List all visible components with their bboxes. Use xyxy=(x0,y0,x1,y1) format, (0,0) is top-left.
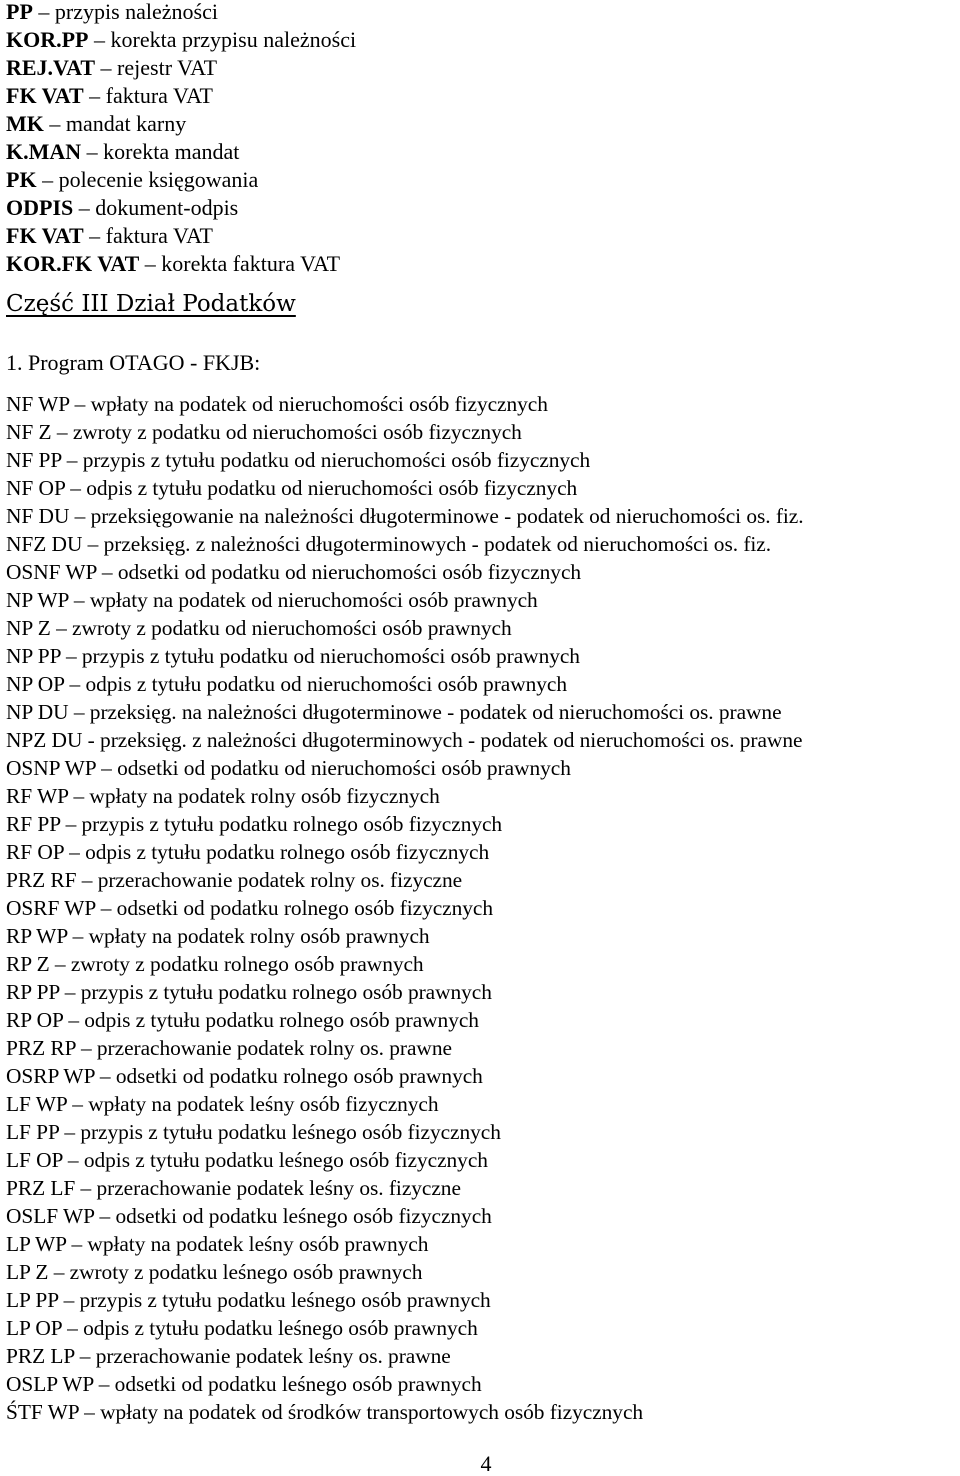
list-item xyxy=(6,1174,958,1202)
item-code: OSRF WP xyxy=(6,896,96,920)
item-separator: – xyxy=(63,1008,85,1032)
item-code: NF Z xyxy=(6,420,52,444)
item-separator: – xyxy=(93,1372,115,1396)
list-item xyxy=(6,222,958,250)
list-item xyxy=(6,194,958,222)
item-code: OSRP WP xyxy=(6,1064,95,1088)
item-separator: – xyxy=(82,532,104,556)
item-code: OSLP WP xyxy=(6,1372,94,1396)
item-separator: – xyxy=(75,1036,97,1060)
item-description: zwroty z podatku leśnego osób prawnych xyxy=(69,1260,423,1284)
item-separator: – xyxy=(65,476,87,500)
list-item xyxy=(6,1230,958,1258)
item-separator: – xyxy=(81,139,104,164)
item-separator: – xyxy=(64,672,86,696)
item-separator: – xyxy=(60,812,82,836)
item-code: NFZ DU xyxy=(6,532,83,556)
item-separator: – xyxy=(75,1176,97,1200)
item-separator: – xyxy=(95,55,118,80)
item-code: RP PP xyxy=(6,980,60,1004)
item-code: NP PP xyxy=(6,644,61,668)
item-code: RF WP xyxy=(6,784,69,808)
item-code: PRZ LP xyxy=(6,1344,75,1368)
item-code: RF PP xyxy=(6,812,61,836)
list-item xyxy=(6,950,958,978)
item-description: odsetki od podatku od nieruchomości osób prawnych xyxy=(117,756,571,780)
item-description: przeksięg. na należności długoterminowe - podatek od nieruchomości os. prawne xyxy=(89,700,782,724)
item-description: odpis z tytułu podatku leśnego osób fizycznych xyxy=(83,1148,488,1172)
item-separator: – xyxy=(66,1232,88,1256)
item-code: LP WP xyxy=(6,1232,67,1256)
item-description: odpis z tytułu podatku rolnego osób prawnych xyxy=(84,1008,479,1032)
item-code: NP DU xyxy=(6,700,69,724)
item-code: NF DU xyxy=(6,504,70,528)
item-code: NP Z xyxy=(6,616,51,640)
item-description: wpłaty na podatek od środków transportowych osób fizycznych xyxy=(100,1400,644,1424)
list-item xyxy=(6,1342,958,1370)
list-item xyxy=(6,1202,958,1230)
item-separator: – xyxy=(66,1092,89,1116)
item-separator: – xyxy=(59,980,81,1004)
item-description: odsetki od podatku rolnego osób prawnych xyxy=(115,1064,483,1088)
item-code: FK VAT xyxy=(6,223,84,248)
item-code: OSLF WP xyxy=(6,1204,95,1228)
item-code: K.MAN xyxy=(6,139,82,164)
item-code: PP xyxy=(6,0,33,24)
item-separator: – xyxy=(63,840,86,864)
list-item xyxy=(6,446,958,474)
item-description: wpłaty na podatek rolny osób fizycznych xyxy=(89,784,440,808)
item-separator: – xyxy=(32,0,55,24)
item-code: NF PP xyxy=(6,448,62,472)
item-code: KOR.PP xyxy=(6,27,89,52)
item-separator: – xyxy=(59,1120,81,1144)
item-separator: – xyxy=(139,251,162,276)
list-item xyxy=(6,1090,958,1118)
list-item xyxy=(6,474,958,502)
list-item xyxy=(6,1370,958,1398)
item-code: LF PP xyxy=(6,1120,60,1144)
item-separator: – xyxy=(61,448,83,472)
item-separator: – xyxy=(94,1064,116,1088)
item-code: LP Z xyxy=(6,1260,49,1284)
item-code: LF WP xyxy=(6,1092,67,1116)
item-description: przerachowanie podatek leśny os. fizyczne xyxy=(96,1176,461,1200)
item-description: - przeksięg. z należności długoterminowych - podatek od nieruchomości os. prawne xyxy=(87,728,803,752)
item-description: wpłaty na podatek leśny osób fizycznych xyxy=(88,1092,439,1116)
item-separator: – xyxy=(88,27,111,52)
item-description: przeksięgowanie na należności długoterminowe - podatek od nieruchomości os. fiz. xyxy=(90,504,804,528)
list-item xyxy=(6,530,958,558)
list-item xyxy=(6,698,958,726)
item-description: przypis z tytułu podatku od nieruchomości osób fizycznych xyxy=(82,448,591,472)
item-description: rejestr VAT xyxy=(117,55,218,80)
item-description: odsetki od podatku leśnego osób fizycznych xyxy=(115,1204,492,1228)
item-code: PRZ RF xyxy=(6,868,77,892)
item-code: RF OP xyxy=(6,840,64,864)
item-code: MK xyxy=(6,111,44,136)
item-description: przypis z tytułu podatku od nieruchomości osób prawnych xyxy=(81,644,580,668)
item-code: FK VAT xyxy=(6,83,84,108)
list-item xyxy=(6,1062,958,1090)
item-code: RP Z xyxy=(6,952,50,976)
item-separator: – xyxy=(83,223,106,248)
item-description: przeksięg. z należności długoterminowych - podatek od nieruchomości os. fiz. xyxy=(103,532,772,556)
item-description: odpis z tytułu podatku leśnego osób prawnych xyxy=(83,1316,478,1340)
list-item xyxy=(6,166,958,194)
item-separator: – xyxy=(95,756,118,780)
item-description: przypis należności xyxy=(54,0,218,24)
item-description: wpłaty na podatek od nieruchomości osób fizycznych xyxy=(90,392,548,416)
item-description: mandat karny xyxy=(65,111,187,136)
item-separator: – xyxy=(43,111,66,136)
item-description: zwroty z podatku rolnego osób prawnych xyxy=(70,952,424,976)
tax-code-list xyxy=(6,390,958,1426)
item-code: REJ.VAT xyxy=(6,55,96,80)
list-item xyxy=(6,586,958,614)
item-separator: – xyxy=(49,952,71,976)
list-item xyxy=(6,642,958,670)
item-description: zwroty z podatku od nieruchomości osób prawnych xyxy=(72,616,512,640)
list-item xyxy=(6,250,958,278)
item-separator: – xyxy=(60,644,82,668)
item-description: zwroty z podatku od nieruchomości osób fizycznych xyxy=(72,420,522,444)
list-item xyxy=(6,1034,958,1062)
item-separator: – xyxy=(36,167,59,192)
list-item xyxy=(6,138,958,166)
list-item xyxy=(6,726,958,754)
list-item xyxy=(6,1118,958,1146)
item-description: korekta mandat xyxy=(103,139,240,164)
item-separator: – xyxy=(68,588,90,612)
item-description: korekta faktura VAT xyxy=(161,251,341,276)
list-item xyxy=(6,418,958,446)
list-item xyxy=(6,0,958,26)
item-separator: – xyxy=(61,1316,84,1340)
item-description: odpis z tytułu podatku od nieruchomości osób fizycznych xyxy=(86,476,578,500)
item-code: LF OP xyxy=(6,1148,63,1172)
item-description: wpłaty na podatek leśny osób prawnych xyxy=(87,1232,429,1256)
item-separator: – xyxy=(83,83,106,108)
program-heading: 1. Program OTAGO - FKJB: xyxy=(6,350,261,375)
item-code: NP OP xyxy=(6,672,65,696)
list-item xyxy=(6,838,958,866)
document-type-list xyxy=(6,0,958,278)
list-item xyxy=(6,782,958,810)
list-item xyxy=(6,82,958,110)
item-description: wpłaty na podatek rolny osób prawnych xyxy=(88,924,430,948)
page-number: 4 xyxy=(480,1451,492,1476)
item-code: PRZ RP xyxy=(6,1036,76,1060)
list-item xyxy=(6,54,958,82)
item-separator: – xyxy=(69,504,91,528)
item-separator: – xyxy=(51,420,73,444)
item-separator: – xyxy=(78,1400,101,1424)
item-description: odpis z tytułu podatku od nieruchomości osób prawnych xyxy=(85,672,567,696)
list-item xyxy=(6,978,958,1006)
item-code: RP OP xyxy=(6,1008,64,1032)
item-separator: – xyxy=(94,1204,116,1228)
document-page xyxy=(6,0,958,1426)
item-code: NPZ DU xyxy=(6,728,83,752)
list-item xyxy=(6,558,958,586)
item-description: odsetki od podatku od nieruchomości osób fizycznych xyxy=(117,560,582,584)
list-item xyxy=(6,670,958,698)
item-code: PK xyxy=(6,167,37,192)
list-item xyxy=(6,26,958,54)
item-code: OSNP WP xyxy=(6,756,96,780)
item-description: polecenie księgowania xyxy=(58,167,259,192)
item-separator: – xyxy=(74,1344,96,1368)
item-description: odpis z tytułu podatku rolnego osób fizycznych xyxy=(85,840,490,864)
list-item xyxy=(6,1286,958,1314)
list-item xyxy=(6,922,958,950)
item-code: LP PP xyxy=(6,1288,59,1312)
list-item xyxy=(6,866,958,894)
list-item xyxy=(6,894,958,922)
list-item xyxy=(6,1398,958,1426)
item-code: LP OP xyxy=(6,1316,62,1340)
list-item xyxy=(6,1258,958,1286)
item-code: NF WP xyxy=(6,392,70,416)
list-item xyxy=(6,1314,958,1342)
item-code: RP WP xyxy=(6,924,68,948)
list-item xyxy=(6,502,958,530)
item-separator: – xyxy=(50,616,73,640)
item-code: KOR.FK VAT xyxy=(6,251,140,276)
item-description: korekta przypisu należności xyxy=(110,27,357,52)
list-item xyxy=(6,390,958,418)
item-separator: – xyxy=(68,700,90,724)
item-code: NP WP xyxy=(6,588,69,612)
item-description: przerachowanie podatek rolny os. prawne xyxy=(96,1036,452,1060)
item-code: ODPIS xyxy=(6,195,74,220)
item-description: odsetki od podatku rolnego osób fizycznych xyxy=(116,896,493,920)
list-item xyxy=(6,110,958,138)
list-item xyxy=(6,754,958,782)
item-description: dokument-odpis xyxy=(95,195,239,220)
item-description: faktura VAT xyxy=(105,83,213,108)
item-code: NF OP xyxy=(6,476,65,500)
item-separator: – xyxy=(67,924,89,948)
item-description: przypis z tytułu podatku rolnego osób fizycznych xyxy=(81,812,503,836)
item-separator: – xyxy=(48,1260,70,1284)
item-separator: – xyxy=(58,1288,80,1312)
item-separator: – xyxy=(96,560,118,584)
list-item xyxy=(6,1146,958,1174)
item-description: odsetki od podatku leśnego osób prawnych xyxy=(114,1372,482,1396)
item-description: wpłaty na podatek od nieruchomości osób prawnych xyxy=(89,588,538,612)
item-code: OSNF WP xyxy=(6,560,97,584)
item-description: przypis z tytułu podatku leśnego osób fizycznych xyxy=(80,1120,501,1144)
item-description: przerachowanie podatek rolny os. fizyczne xyxy=(97,868,463,892)
item-separator: – xyxy=(95,896,117,920)
item-separator: – xyxy=(76,868,98,892)
item-separator: – xyxy=(62,1148,84,1172)
item-separator: – xyxy=(69,392,91,416)
list-item xyxy=(6,810,958,838)
item-separator: – xyxy=(68,784,90,808)
section-heading: Część III Dział Podatków xyxy=(6,291,296,317)
item-separator: – xyxy=(73,195,96,220)
item-description: przypis z tytułu podatku rolnego osób prawnych xyxy=(80,980,492,1004)
item-description: faktura VAT xyxy=(105,223,213,248)
list-item xyxy=(6,1006,958,1034)
item-description: przypis z tytułu podatku leśnego osób prawnych xyxy=(79,1288,491,1312)
item-code: ŚTF WP xyxy=(6,1400,79,1424)
item-code: PRZ LF xyxy=(6,1176,76,1200)
list-item xyxy=(6,614,958,642)
item-description: przerachowanie podatek leśny os. prawne xyxy=(95,1344,451,1368)
